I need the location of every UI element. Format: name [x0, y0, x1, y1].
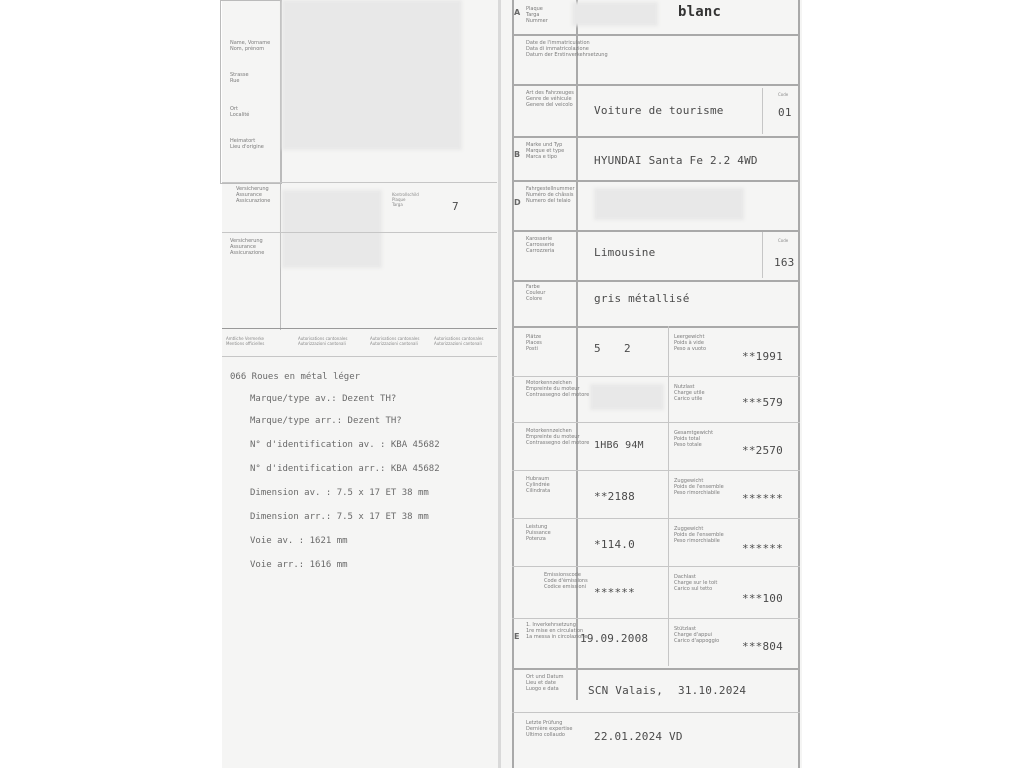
note-line-2: Marque/type av.: Dezent TH? — [250, 394, 397, 404]
make-model-value: HYUNDAI Santa Fe 2.2 4WD — [594, 154, 758, 167]
field-label-seats: Plätze Places Posti — [526, 334, 542, 352]
rule-f — [512, 280, 800, 282]
field-label-insurance: Versicherung Assurance Assicurazione — [236, 186, 271, 204]
field-label-city: Ort Localité — [230, 106, 250, 118]
field-label-make-model: Marke und Typ Marque et type Marca e tipo — [526, 142, 565, 160]
emission-value: ****** — [594, 586, 635, 599]
rule-r — [512, 668, 800, 670]
note-line-5: N° d'identification arr.: KBA 45682 — [250, 464, 440, 474]
rule-c — [512, 136, 800, 138]
rule-j — [512, 422, 800, 423]
field-label-empty-weight: Leergewicht Poids à vide Peso a vuoto — [674, 334, 707, 352]
type-code-divider — [762, 88, 763, 134]
rule-d — [512, 180, 800, 182]
roof-load-value: ***100 — [742, 592, 783, 605]
code-d: D — [514, 198, 521, 207]
field-label-plate: Plaque Targa Nummer — [526, 6, 548, 24]
redacted-owner-block — [282, 0, 462, 150]
note-line-1: 066 Roues en métal léger — [230, 372, 361, 382]
code-e: E — [514, 632, 520, 641]
right-label-col-rule — [576, 0, 578, 700]
note-line-7: Dimension arr.: 7.5 x 17 ET 38 mm — [250, 512, 429, 522]
grid-mid-divider — [668, 326, 669, 666]
total-weight-value: **2570 — [742, 444, 783, 457]
field-label-roof-load: Dachlast Charge sur le toit Carico sul tetto — [674, 574, 718, 592]
field-label-first-registration: 1. Inverkehrsetzung 1re mise en circulation 1a messa in circolazione — [526, 622, 588, 640]
note-line-4: N° d'identification av. : KBA 45682 — [250, 440, 440, 450]
vehicle-type-value: Voiture de tourisme — [594, 104, 724, 117]
left-address-box — [220, 0, 282, 184]
field-label-plate-left: Kontrollschild Plaque Targa — [392, 192, 419, 207]
color-value: gris métallisé — [594, 292, 690, 305]
body-code-divider — [762, 232, 763, 278]
rule-k — [512, 470, 800, 471]
notes-col-4-header: Autorisations cantonales Autorizzazioni cantonali — [434, 336, 484, 346]
field-label-engine-code: Motorkennzeichen Empreinte du moteur Contrassegno del motore — [526, 428, 590, 446]
support-load-value: ***804 — [742, 640, 783, 653]
field-label-chassis: Fahrgestellnummer Numéro de châssis Numero del telaio — [526, 186, 575, 204]
body-code-value: 163 — [774, 256, 795, 269]
rule-h — [512, 376, 800, 377]
seats-front-value: 5 — [594, 342, 601, 355]
note-line-9: Voie arr.: 1616 mm — [250, 560, 348, 570]
field-label-origin: Heimatort Lieu d'origine — [230, 138, 264, 150]
body-value: Limousine — [594, 246, 656, 259]
note-line-8: Voie av. : 1621 mm — [250, 536, 348, 546]
redacted-chassis — [594, 188, 744, 220]
field-label-registration: Date de l'immatriculation Data di immatricolazione Datum der Erstinverkehrsetzung — [526, 40, 608, 58]
rule-g — [512, 326, 800, 328]
field-label-engine-code-a: Motorkennzeichen Empreinte du moteur Contrassegno del motore — [526, 380, 590, 398]
color-header: blanc — [678, 4, 722, 20]
notes-col-3-header: Autorisations cantonales Autorizzazioni cantonali — [370, 336, 420, 346]
redacted-engine-no — [590, 384, 664, 410]
rule-t — [512, 712, 800, 713]
engine-code-value: 1HB6 94M — [594, 440, 644, 451]
field-label-emission: Emissionscode Code d'émissions Codice emissioni — [544, 572, 588, 590]
left-rule-2 — [222, 232, 497, 233]
page-fold — [498, 0, 501, 768]
last-control-value: 22.01.2024 VD — [594, 730, 683, 743]
left-notes-header-rule — [222, 356, 497, 357]
type-code-value: 01 — [778, 106, 792, 119]
notes-col-1-header: Amtliche Vermerke Mentions officielles — [226, 336, 265, 346]
field-label-place-date: Ort und Datum Lieu et date Luogo e data — [526, 674, 564, 692]
code-b: B — [514, 150, 521, 159]
rule-p — [512, 618, 800, 619]
field-label-insurance-2: Versicherung Assurance Assicurazione — [230, 238, 265, 256]
field-label-power: Leistung Puissance Potenza — [526, 524, 551, 542]
field-label-body: Karosserie Carrosserie Carrozzeria — [526, 236, 555, 254]
field-label-displacement: Hubraum Cylindrée Cilindrata — [526, 476, 551, 494]
field-label-support-load: Stützlast Charge d'appui Carico d'appoggio — [674, 626, 720, 644]
first-registration-value: 19.09.2008 — [580, 632, 649, 645]
rule-b — [512, 84, 800, 86]
field-label-payload: Nutzlast Charge utile Carico utile — [674, 384, 705, 402]
field-label-vehicle-type: Art des Fahrzeuges Genre de véhicule Genere del veicolo — [526, 90, 574, 108]
field-label-name: Name, Vorname Nom, prénom — [230, 40, 271, 52]
note-line-3: Marque/type arr.: Dezent TH? — [250, 416, 402, 426]
field-label-trailer-weight: Zuggewicht Poids de l'ensemble Peso rimorchiabile — [674, 526, 724, 544]
train-weight-value: ****** — [742, 492, 783, 505]
note-line-6: Dimension av. : 7.5 x 17 ET 38 mm — [250, 488, 429, 498]
right-outer-right-rule — [798, 0, 800, 768]
office-place-value: SCN Valais, — [588, 684, 664, 697]
rule-m — [512, 518, 800, 519]
rule-a — [512, 34, 800, 36]
field-label-color: Farbe Couleur Colore — [526, 284, 546, 302]
code-a: A — [514, 8, 521, 17]
type-code-label: Code — [778, 92, 789, 97]
rule-e — [512, 230, 800, 232]
redacted-plate — [572, 2, 658, 26]
field-label-street: Strasse Rue — [230, 72, 249, 84]
registration-document — [222, 0, 802, 768]
left-rule-1 — [222, 182, 497, 183]
left-notes-top-rule — [222, 328, 497, 329]
power-value: *114.0 — [594, 538, 635, 551]
seats-row-value: 2 — [624, 342, 631, 355]
notes-col-2-header: Autorisations cantonales Autorizzazioni cantonali — [298, 336, 348, 346]
redacted-insurance — [282, 190, 382, 268]
empty-weight-value: **1991 — [742, 350, 783, 363]
right-outer-left-rule — [512, 0, 514, 768]
payload-value: ***579 — [742, 396, 783, 409]
field-label-total-weight: Gesamtgewicht Poids total Peso totale — [674, 430, 714, 448]
rule-n — [512, 566, 800, 567]
field-label-last-control: Letzte Prüfung Dernière expertise Ultimo collaudo — [526, 720, 573, 738]
body-code-label: Code — [778, 238, 789, 243]
displacement-value: **2188 — [594, 490, 635, 503]
field-label-train-weight: Zuggewicht Poids de l'ensemble Peso rimorchiabile — [674, 478, 724, 496]
office-date-value: 31.10.2024 — [678, 684, 747, 697]
trailer-weight-value: ****** — [742, 542, 783, 555]
places-value: 7 — [452, 200, 459, 213]
